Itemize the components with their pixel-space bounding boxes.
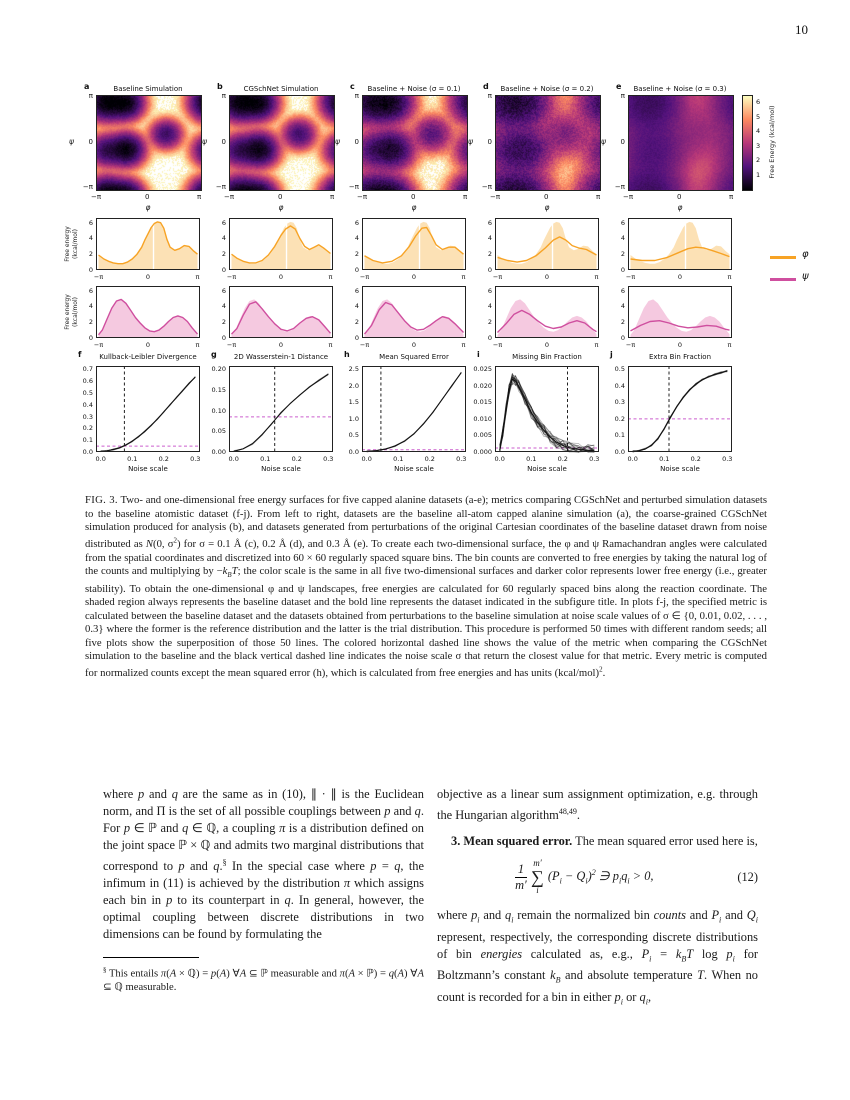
xtick-label: π bbox=[328, 341, 333, 349]
panel-letter: i bbox=[477, 350, 480, 359]
panel-letter: h bbox=[344, 350, 350, 359]
phi-energy-plot bbox=[96, 218, 200, 270]
ytick-label: 6 bbox=[354, 218, 359, 227]
ytick-label: 4 bbox=[88, 234, 93, 243]
phi-energy-plot bbox=[628, 218, 732, 270]
ytick-label: 0.1 bbox=[614, 431, 625, 440]
colorbar-tick: 2 bbox=[756, 156, 761, 165]
ytick-label: 0.3 bbox=[614, 398, 625, 407]
xtick-label: 0.2 bbox=[690, 455, 701, 463]
paragraph-hungarian: objective as a linear sum assignment optimization, e.g. through the Hungarian algorithm$^{48,49}$. bbox=[437, 787, 758, 823]
caption-label: FIG. 3. bbox=[85, 494, 118, 506]
ytick-label: 4 bbox=[620, 302, 625, 311]
ytick-label: 2 bbox=[487, 318, 492, 327]
metric-plot-mse bbox=[362, 366, 466, 452]
xtick-label: 0.0 bbox=[627, 455, 638, 463]
ytick-label: 0.4 bbox=[614, 381, 625, 390]
metric-curve bbox=[101, 377, 196, 451]
xlabel-noise-scale: Noise scale bbox=[660, 465, 700, 473]
metric-plot-missing bbox=[495, 366, 599, 452]
xtick-label: 0 bbox=[677, 341, 683, 349]
xtick-label: 0 bbox=[677, 193, 682, 201]
ytick-label: 0.025 bbox=[473, 365, 492, 374]
panel-letter: d bbox=[483, 82, 489, 91]
legend-psi-line bbox=[770, 278, 796, 281]
xtick-label: −π bbox=[359, 273, 370, 281]
list-item-mean-squared-error: 3. Mean squared error. The mean squared error used here is, bbox=[451, 834, 758, 849]
xtick-label: 0 bbox=[411, 193, 416, 201]
ytick-label: π bbox=[487, 92, 492, 100]
xtick-label: π bbox=[594, 273, 599, 281]
ytick-label: 0.5 bbox=[82, 388, 93, 397]
legend-psi-label: ψ bbox=[802, 271, 809, 282]
ytick-label: 0 bbox=[221, 138, 226, 146]
xtick-label: −π bbox=[93, 341, 104, 349]
ytick-label: 6 bbox=[221, 286, 226, 295]
xtick-label: −π bbox=[359, 341, 370, 349]
xtick-label: 0 bbox=[278, 193, 283, 201]
ytick-label: 0 bbox=[354, 138, 359, 146]
ytick-label: 0.3 bbox=[82, 412, 93, 421]
xtick-label: 0 bbox=[411, 273, 417, 281]
equation-expression: $(P_i - Q_i)^2$ ∋ $p_iq_i > 0$, bbox=[547, 867, 654, 886]
colorbar-tick: 1 bbox=[756, 170, 761, 179]
xtick-label: 0.3 bbox=[589, 455, 600, 463]
ytick-label: 0 bbox=[487, 138, 492, 146]
ytick-label: 0.2 bbox=[614, 414, 625, 423]
summation bbox=[531, 859, 544, 895]
colorbar-tick: 3 bbox=[756, 141, 761, 150]
ylabel-psi: ψ bbox=[69, 137, 74, 146]
caption-text: Two- and one-dimensional free energy surfaces for five capped alanine datasets (a-e); metrics comparing CGSchNet and perturbed simulation datasets to the baseline atomistic dataset (f-j). From left to right, datasets are the baseline all-atom capped alanine simulation (a), the coarse-grained CGSchNet simulation produced for analysis (b), and datasets generated from perturbations of the original Cartesian coordinates of the baseline dataset drawn from noise distributed as N(0, $\sigma^2$) for σ = 0.1 Å (c), 0.2 Å (d), and 0.3 Å (e). To create each two-dimensional surface, the φ and ψ Ramachandran angles were calculated from the spatial coordinates and discretized into 60 × 60 regularly spaced square bins. The bin counts are converted to free energies by taking the natural log of the counts and multiplying by $-k_BT$; the color scale is the same in all five two-dimensional surfaces and darker color represents lower free energy (i.e., greater stability). To obtain the one-dimensional φ and ψ landscapes, free energies are calculated for 60 regularly spaced bins along the reaction coordinate. The shaded region always represents the baseline dataset and the bold line represents the dataset indicated in the subfigure title. In plots f-j, the specified metric is calculated between the baseline dataset and the datasets obtained from perturbations to the baseline simulation at noise scale values of σ ∈ {0, 0.01, 0.02, . . . , 0.3} where the former is the reference distribution and the latter is the trial distribution. This procedure is performed 50 times with different random seeds; all five plots show the superposition of those 50 lines. The colored horizontal dashed line shows the value of the metric when comparing the CGSchNet simulation to the baseline and the black vertical dashed line indicates the noise scale σ that return the closest value for that metric. Every metric is computed for normalized counts except the mean squared error (h), which is calculated from free energies and has units (kcal/mol)$^2$. bbox=[85, 494, 767, 680]
ytick-label: 2 bbox=[620, 250, 625, 259]
xtick-label: 0 bbox=[677, 273, 683, 281]
ytick-label: 6 bbox=[88, 218, 93, 227]
ytick-label: 0 bbox=[620, 266, 625, 274]
ytick-label: 4 bbox=[354, 234, 359, 243]
xlabel-noise-scale: Noise scale bbox=[394, 465, 434, 473]
xtick-label: π bbox=[594, 341, 599, 349]
ylabel-psi: ψ bbox=[601, 137, 606, 146]
ytick-label: 4 bbox=[88, 302, 93, 311]
baseline-shade bbox=[498, 299, 597, 338]
xtick-label: 0 bbox=[145, 341, 151, 349]
ylabel-psi: ψ bbox=[468, 137, 473, 146]
ytick-label: 0.1 bbox=[82, 436, 93, 445]
ytick-label: 0 bbox=[221, 266, 226, 274]
metric-title: 2D Wasserstein-1 Distance bbox=[233, 353, 329, 361]
ytick-label: 6 bbox=[88, 286, 93, 295]
colorbar-tick: 4 bbox=[756, 127, 761, 136]
heatmap-title: CGSchNet Simulation bbox=[243, 85, 319, 93]
colorbar bbox=[742, 95, 753, 191]
xtick-label: 0.1 bbox=[127, 455, 138, 463]
heatmap-title: Baseline Simulation bbox=[113, 85, 183, 93]
panel-letter: c bbox=[350, 82, 355, 91]
xtick-label: 0.2 bbox=[158, 455, 169, 463]
ytick-label: 0 bbox=[487, 266, 492, 274]
heatmap-title: Baseline + Noise (σ = 0.2) bbox=[500, 85, 594, 93]
xtick-label: π bbox=[195, 341, 200, 349]
ytick-label: 0.005 bbox=[473, 431, 492, 440]
ylabel-free-energy-line: Free energy bbox=[64, 226, 71, 262]
ytick-label: 6 bbox=[221, 218, 226, 227]
ytick-label: 0 bbox=[620, 138, 625, 146]
ytick-label: −π bbox=[614, 183, 625, 191]
ytick-label: 0.5 bbox=[348, 431, 359, 440]
ytick-label: π bbox=[354, 92, 359, 100]
figure-caption bbox=[85, 494, 767, 681]
xlabel-phi: φ bbox=[411, 203, 417, 212]
ytick-label: 1.5 bbox=[348, 398, 359, 407]
ytick-label: 0 bbox=[88, 334, 93, 342]
xtick-label: −π bbox=[357, 193, 368, 201]
paragraph-wasserstein: where p and q are the same as in (10), ∥ · ∥ is the Euclidean norm, and Π is the set of all possible couplings between p and q. For p ∈ ℙ and q ∈ ℚ, a coupling π is a distribution defined on the joint space ℙ × ℚ and admits two marginal distributions that correspond to p and q.§ In the special case where p = q, the infimum in (11) is achieved by the distribution π which assigns each bin in p to its counterpart in q. In general, however, the optimal coupling between discrete distributions in two dimensions can be found by formulating the bbox=[103, 787, 425, 942]
colorbar-tick: 6 bbox=[756, 98, 761, 107]
ytick-label: 4 bbox=[620, 234, 625, 243]
ytick-label: 4 bbox=[221, 302, 226, 311]
ylabel-free-energy-line: (kcal/mol) bbox=[71, 297, 79, 328]
xtick-label: π bbox=[195, 273, 200, 281]
xtick-label: π bbox=[461, 273, 466, 281]
xtick-label: 0 bbox=[544, 273, 550, 281]
ytick-label: 0.4 bbox=[82, 400, 93, 409]
xtick-label: 0 bbox=[145, 193, 150, 201]
ytick-label: 0 bbox=[487, 334, 492, 342]
colorbar-label bbox=[769, 96, 787, 188]
xlabel-phi: φ bbox=[544, 203, 550, 212]
xlabel-phi: φ bbox=[145, 203, 151, 212]
xtick-label: 0 bbox=[411, 341, 417, 349]
xtick-label: 0.1 bbox=[260, 455, 271, 463]
xtick-label: 0 bbox=[544, 341, 550, 349]
ytick-label: 0 bbox=[221, 334, 226, 342]
xlabel-noise-scale: Noise scale bbox=[128, 465, 168, 473]
ytick-label: 6 bbox=[487, 218, 492, 227]
metric-plot-kl bbox=[96, 366, 200, 452]
heatmap-title: Baseline + Noise (σ = 0.1) bbox=[367, 85, 461, 93]
panel-letter: j bbox=[610, 350, 613, 359]
xtick-label: π bbox=[461, 341, 466, 349]
ytick-label: 0.0 bbox=[348, 448, 359, 456]
sigma-symbol: ∑ bbox=[531, 867, 544, 888]
xtick-label: π bbox=[729, 193, 734, 201]
xtick-label: −π bbox=[625, 341, 636, 349]
fraction-denominator: m′ bbox=[515, 877, 527, 892]
psi-energy-plot bbox=[495, 286, 599, 338]
xtick-label: 0.1 bbox=[526, 455, 537, 463]
xtick-label: π bbox=[328, 273, 333, 281]
ytick-label: 0.015 bbox=[473, 398, 492, 407]
metric-curve bbox=[234, 374, 329, 451]
ylabel-psi: ψ bbox=[335, 137, 340, 146]
sum-lower-limit: i bbox=[536, 885, 539, 896]
ytick-label: 0.6 bbox=[82, 377, 93, 386]
xtick-label: π bbox=[330, 193, 335, 201]
xtick-label: 0.3 bbox=[456, 455, 467, 463]
ytick-label: 6 bbox=[620, 218, 625, 227]
ytick-label: 2 bbox=[620, 318, 625, 327]
baseline-shade bbox=[631, 222, 730, 270]
fraction bbox=[515, 862, 527, 892]
ytick-label: π bbox=[221, 92, 226, 100]
ytick-label: 2 bbox=[221, 250, 226, 259]
psi-energy-plot bbox=[229, 286, 333, 338]
ytick-label: −π bbox=[348, 183, 359, 191]
xtick-label: 0 bbox=[544, 193, 549, 201]
colorbar-label-line: Free Energy (kcal/mol) bbox=[768, 105, 776, 179]
xtick-label: 0.3 bbox=[722, 455, 733, 463]
footnote: § This entails π(A × ℚ) = p(A) ∀A ⊆ ℙ measurable and π(A × ℙ) = q(A) ∀A ⊆ ℚ measurable. bbox=[103, 967, 425, 994]
xtick-label: −π bbox=[623, 193, 634, 201]
ytick-label: 0 bbox=[354, 266, 359, 274]
xtick-label: 0.1 bbox=[659, 455, 670, 463]
metric-title: Mean Squared Error bbox=[379, 353, 449, 361]
ytick-label: 2 bbox=[354, 318, 359, 327]
equation-12 bbox=[437, 859, 758, 895]
ytick-label: π bbox=[88, 92, 93, 100]
ytick-label: 0.05 bbox=[211, 427, 226, 436]
ytick-label: 2 bbox=[88, 250, 93, 259]
xtick-label: 0.0 bbox=[494, 455, 505, 463]
xtick-label: 0.2 bbox=[424, 455, 435, 463]
equation-body bbox=[437, 859, 731, 895]
ytick-label: 0.0 bbox=[82, 448, 93, 456]
metric-title: Extra Bin Fraction bbox=[648, 353, 712, 361]
xtick-label: 0 bbox=[145, 273, 151, 281]
ramachandran-heatmap bbox=[495, 95, 601, 191]
ytick-label: 0.00 bbox=[211, 448, 226, 456]
xtick-label: π bbox=[197, 193, 202, 201]
xtick-label: 0.3 bbox=[190, 455, 201, 463]
metric-plot-w1 bbox=[229, 366, 333, 452]
ytick-label: 0.5 bbox=[614, 365, 625, 374]
xtick-label: π bbox=[463, 193, 468, 201]
ylabel-psi: ψ bbox=[202, 137, 207, 146]
ytick-label: 6 bbox=[620, 286, 625, 295]
ytick-label: 0.15 bbox=[211, 385, 226, 394]
metric-title: Kullback-Leibler Divergence bbox=[99, 353, 197, 361]
footnote-rule bbox=[103, 957, 199, 958]
ytick-label: 0.7 bbox=[82, 365, 93, 374]
ytick-label: 2 bbox=[221, 318, 226, 327]
xtick-label: 0 bbox=[278, 273, 284, 281]
ytick-label: π bbox=[620, 92, 625, 100]
xlabel-noise-scale: Noise scale bbox=[527, 465, 567, 473]
baseline-shade bbox=[631, 299, 730, 338]
metric-curve bbox=[633, 371, 728, 451]
xtick-label: π bbox=[727, 341, 732, 349]
xtick-label: −π bbox=[625, 273, 636, 281]
xlabel-phi: φ bbox=[278, 203, 284, 212]
xlabel-phi: φ bbox=[677, 203, 683, 212]
ytick-label: 0.20 bbox=[211, 365, 226, 374]
xtick-label: −π bbox=[492, 341, 503, 349]
ylabel-free-energy-line: Free energy bbox=[64, 294, 71, 330]
ytick-label: 2.0 bbox=[348, 381, 359, 390]
panel-letter: b bbox=[217, 82, 223, 91]
xtick-label: π bbox=[596, 193, 601, 201]
ytick-label: 4 bbox=[487, 234, 492, 243]
panel-letter: e bbox=[616, 82, 622, 91]
ytick-label: 4 bbox=[354, 302, 359, 311]
legend-phi-label: φ bbox=[802, 249, 809, 260]
xtick-label: 0.2 bbox=[557, 455, 568, 463]
xtick-label: −π bbox=[490, 193, 501, 201]
psi-energy-plot bbox=[362, 286, 466, 338]
psi-energy-plot bbox=[628, 286, 732, 338]
legend-phi-line bbox=[770, 256, 796, 259]
panel-letter: a bbox=[84, 82, 90, 91]
ytick-label: 0.000 bbox=[473, 448, 492, 456]
body-right-column bbox=[437, 786, 758, 1019]
ytick-label: −π bbox=[215, 183, 226, 191]
page-number: 10 bbox=[795, 22, 808, 37]
xtick-label: 0 bbox=[278, 341, 284, 349]
ylabel-free-energy-line: (kcal/mol) bbox=[71, 229, 79, 260]
psi-energy-plot bbox=[96, 286, 200, 338]
ramachandran-heatmap bbox=[96, 95, 202, 191]
sum-upper-limit: m′ bbox=[533, 858, 542, 869]
ytick-label: −π bbox=[481, 183, 492, 191]
body-left-column bbox=[103, 786, 424, 1004]
xtick-label: −π bbox=[91, 193, 102, 201]
xlabel-noise-scale: Noise scale bbox=[261, 465, 301, 473]
xtick-label: 0.0 bbox=[95, 455, 106, 463]
panel-letter: f bbox=[78, 350, 82, 359]
ytick-label: 0.10 bbox=[211, 406, 226, 415]
metric-title: Missing Bin Fraction bbox=[512, 353, 582, 361]
ytick-label: 2.5 bbox=[348, 365, 359, 374]
xtick-label: 0.0 bbox=[228, 455, 239, 463]
colorbar-tick: 5 bbox=[756, 112, 761, 121]
ytick-label: 0.010 bbox=[473, 414, 492, 423]
xtick-label: −π bbox=[224, 193, 235, 201]
ramachandran-heatmap bbox=[628, 95, 734, 191]
ytick-label: 0.2 bbox=[82, 424, 93, 433]
xtick-label: −π bbox=[492, 273, 503, 281]
xtick-label: −π bbox=[226, 273, 237, 281]
ytick-label: 0.0 bbox=[614, 448, 625, 456]
ytick-label: 2 bbox=[88, 318, 93, 327]
xtick-label: 0.3 bbox=[323, 455, 334, 463]
ytick-label: 2 bbox=[354, 250, 359, 259]
ytick-label: −π bbox=[82, 183, 93, 191]
ramachandran-heatmap bbox=[362, 95, 468, 191]
xtick-label: 0.2 bbox=[291, 455, 302, 463]
ytick-label: 1.0 bbox=[348, 414, 359, 423]
ytick-label: 6 bbox=[487, 286, 492, 295]
ytick-label: 0 bbox=[88, 138, 93, 146]
heatmap-title: Baseline + Noise (σ = 0.3) bbox=[633, 85, 727, 93]
fraction-numerator: 1 bbox=[515, 862, 527, 877]
ytick-label: 6 bbox=[354, 286, 359, 295]
ytick-label: 0 bbox=[620, 334, 625, 342]
ytick-label: 0.020 bbox=[473, 381, 492, 390]
phi-energy-plot bbox=[495, 218, 599, 270]
figure-3 bbox=[64, 82, 850, 490]
ytick-label: 4 bbox=[221, 234, 226, 243]
xtick-label: π bbox=[727, 273, 732, 281]
xtick-label: 0.1 bbox=[393, 455, 404, 463]
panel-letter: g bbox=[211, 350, 217, 359]
ramachandran-heatmap bbox=[229, 95, 335, 191]
ytick-label: 0 bbox=[354, 334, 359, 342]
ylabel-free-energy bbox=[64, 218, 82, 270]
metric-curve bbox=[500, 379, 595, 451]
xtick-label: −π bbox=[93, 273, 104, 281]
ylabel-free-energy bbox=[64, 286, 82, 338]
equation-number: (12) bbox=[737, 869, 758, 884]
xtick-label: −π bbox=[226, 341, 237, 349]
phi-energy-plot bbox=[229, 218, 333, 270]
phi-energy-plot bbox=[362, 218, 466, 270]
paragraph-mse-detail: where $p_i$ and $q_i$ remain the normalized bin counts and $P_i$ and $Q_i$ represent, respectively, the corresponding discrete distributions of bin energies calculated as, e.g., $P_i = k_BT$ $\log p_i$ for Boltzmann’s constant $k_B$ and absolute temperature T. When no count is recorded for a bin in either $p_i$ or $q_i$, bbox=[437, 908, 759, 1006]
ytick-label: 0 bbox=[88, 266, 93, 274]
metric-plot-extra bbox=[628, 366, 732, 452]
ytick-label: 2 bbox=[487, 250, 492, 259]
xtick-label: 0.0 bbox=[361, 455, 372, 463]
ytick-label: 4 bbox=[487, 302, 492, 311]
